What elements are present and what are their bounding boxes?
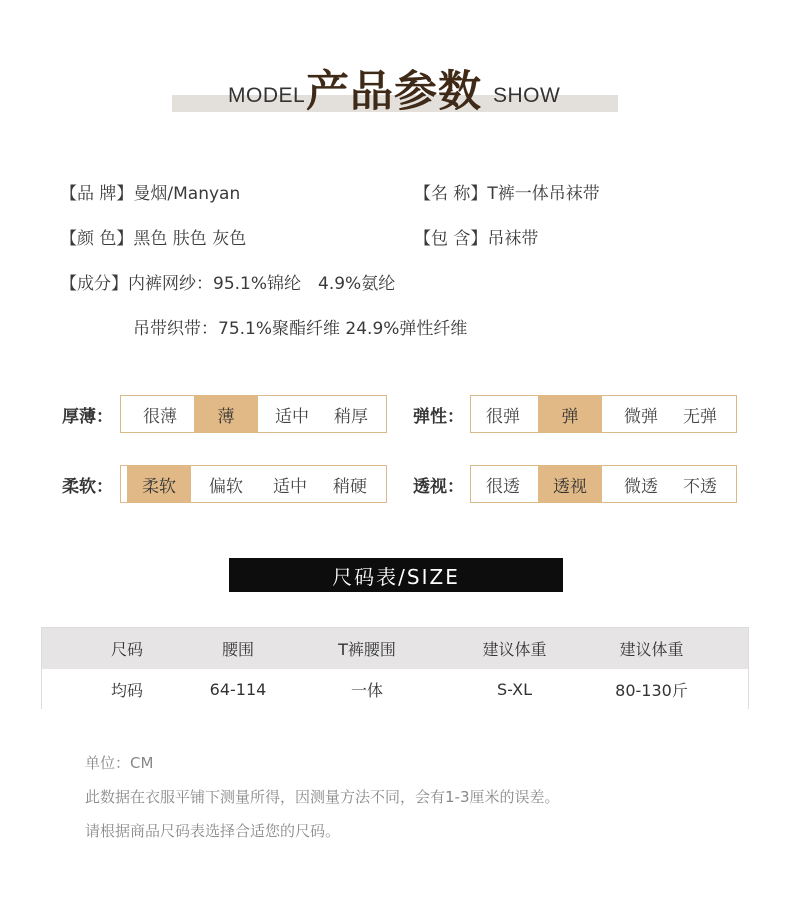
param-includes bbox=[414, 224, 538, 249]
param-color bbox=[60, 224, 246, 249]
scale-elasticity-option-3: 微弹 bbox=[624, 406, 658, 427]
header-show-text: SHOW bbox=[493, 84, 561, 107]
size-table bbox=[41, 627, 749, 709]
param-color-value: 黑色 肤色 灰色 bbox=[133, 229, 247, 249]
note-unit: 单位：CM bbox=[85, 754, 154, 772]
size-table-header-cell: 腰围 bbox=[221, 640, 254, 659]
scale-elasticity-option-4: 无弹 bbox=[683, 406, 717, 427]
size-table-header-cell: 建议体重 bbox=[482, 640, 547, 659]
scale-thickness-option-3: 适中 bbox=[275, 406, 309, 427]
param-material bbox=[60, 269, 395, 294]
size-table-cell: 一体 bbox=[350, 680, 383, 700]
scale-transparency bbox=[470, 465, 737, 503]
scale-transparency-option-3: 微透 bbox=[624, 476, 658, 497]
scale-transparency-label: 透视： bbox=[413, 477, 464, 497]
scale-thickness-option-2-selected: 薄 bbox=[194, 395, 258, 433]
scale-elasticity bbox=[470, 395, 737, 433]
param-material-2-value: 吊带织带：75.1%聚酯纤维 24.9%弹性纤维 bbox=[133, 319, 468, 339]
param-color-key: 【颜 色】 bbox=[60, 229, 134, 249]
size-table-header-cell: 尺码 bbox=[110, 640, 143, 659]
param-name-key: 【名 称】 bbox=[414, 184, 488, 204]
size-table-header-cell: 建议体重 bbox=[619, 640, 684, 659]
size-table-header-row bbox=[42, 628, 748, 669]
scale-transparency-option-4: 不透 bbox=[683, 476, 717, 497]
scale-elasticity-option-2-selected: 弹 bbox=[538, 395, 602, 433]
scale-softness-option-2: 偏软 bbox=[209, 476, 243, 497]
scale-softness bbox=[120, 465, 387, 503]
size-table-header-cell: T裤腰围 bbox=[338, 640, 396, 659]
scale-thickness-option-4: 稍厚 bbox=[334, 406, 368, 427]
scale-transparency-option-2-selected: 透视 bbox=[538, 465, 602, 503]
page-title: 产品参数 bbox=[306, 67, 482, 117]
note-measurement: 此数据在衣服平铺下测量所得，因测量方法不同，会有1-3厘米的误差。 bbox=[85, 788, 560, 806]
scale-thickness bbox=[120, 395, 387, 433]
param-includes-value: 吊袜带 bbox=[487, 229, 539, 249]
scale-elasticity-label: 弹性： bbox=[413, 407, 464, 427]
scale-softness-label: 柔软： bbox=[62, 477, 113, 497]
size-table-cell: S-XL bbox=[496, 679, 532, 699]
scale-transparency-option-1: 很透 bbox=[486, 476, 520, 497]
scale-elasticity-option-1: 很弹 bbox=[486, 406, 520, 427]
param-brand bbox=[60, 179, 240, 204]
scale-softness-option-3: 适中 bbox=[273, 476, 307, 497]
param-name bbox=[414, 179, 600, 204]
param-material-key: 【成分】 bbox=[60, 274, 128, 294]
scale-thickness-option-1: 很薄 bbox=[143, 406, 177, 427]
param-material-value: 内裤网纱：95.1%锦纶 4.9%氨纶 bbox=[128, 274, 396, 294]
param-brand-value: 曼烟/Manyan bbox=[133, 184, 241, 204]
header-model-text: MODEL bbox=[228, 84, 306, 107]
param-includes-key: 【包 含】 bbox=[414, 229, 488, 249]
table-row bbox=[42, 669, 748, 709]
param-brand-key: 【品 牌】 bbox=[60, 184, 134, 204]
note-advice: 请根据商品尺码表选择合适您的尺码。 bbox=[85, 822, 341, 840]
size-chart-banner: 尺码表/SIZE bbox=[229, 558, 563, 592]
scale-softness-option-1-selected: 柔软 bbox=[127, 465, 191, 503]
size-table-cell: 64-114 bbox=[209, 679, 267, 699]
param-name-value: T裤一体吊袜带 bbox=[487, 184, 600, 204]
param-material-2 bbox=[133, 314, 467, 339]
size-table-cell: 均码 bbox=[110, 680, 143, 700]
scale-thickness-label: 厚薄： bbox=[62, 407, 113, 427]
scale-softness-option-4: 稍硬 bbox=[333, 476, 367, 497]
size-table-cell: 80-130斤 bbox=[615, 680, 688, 700]
